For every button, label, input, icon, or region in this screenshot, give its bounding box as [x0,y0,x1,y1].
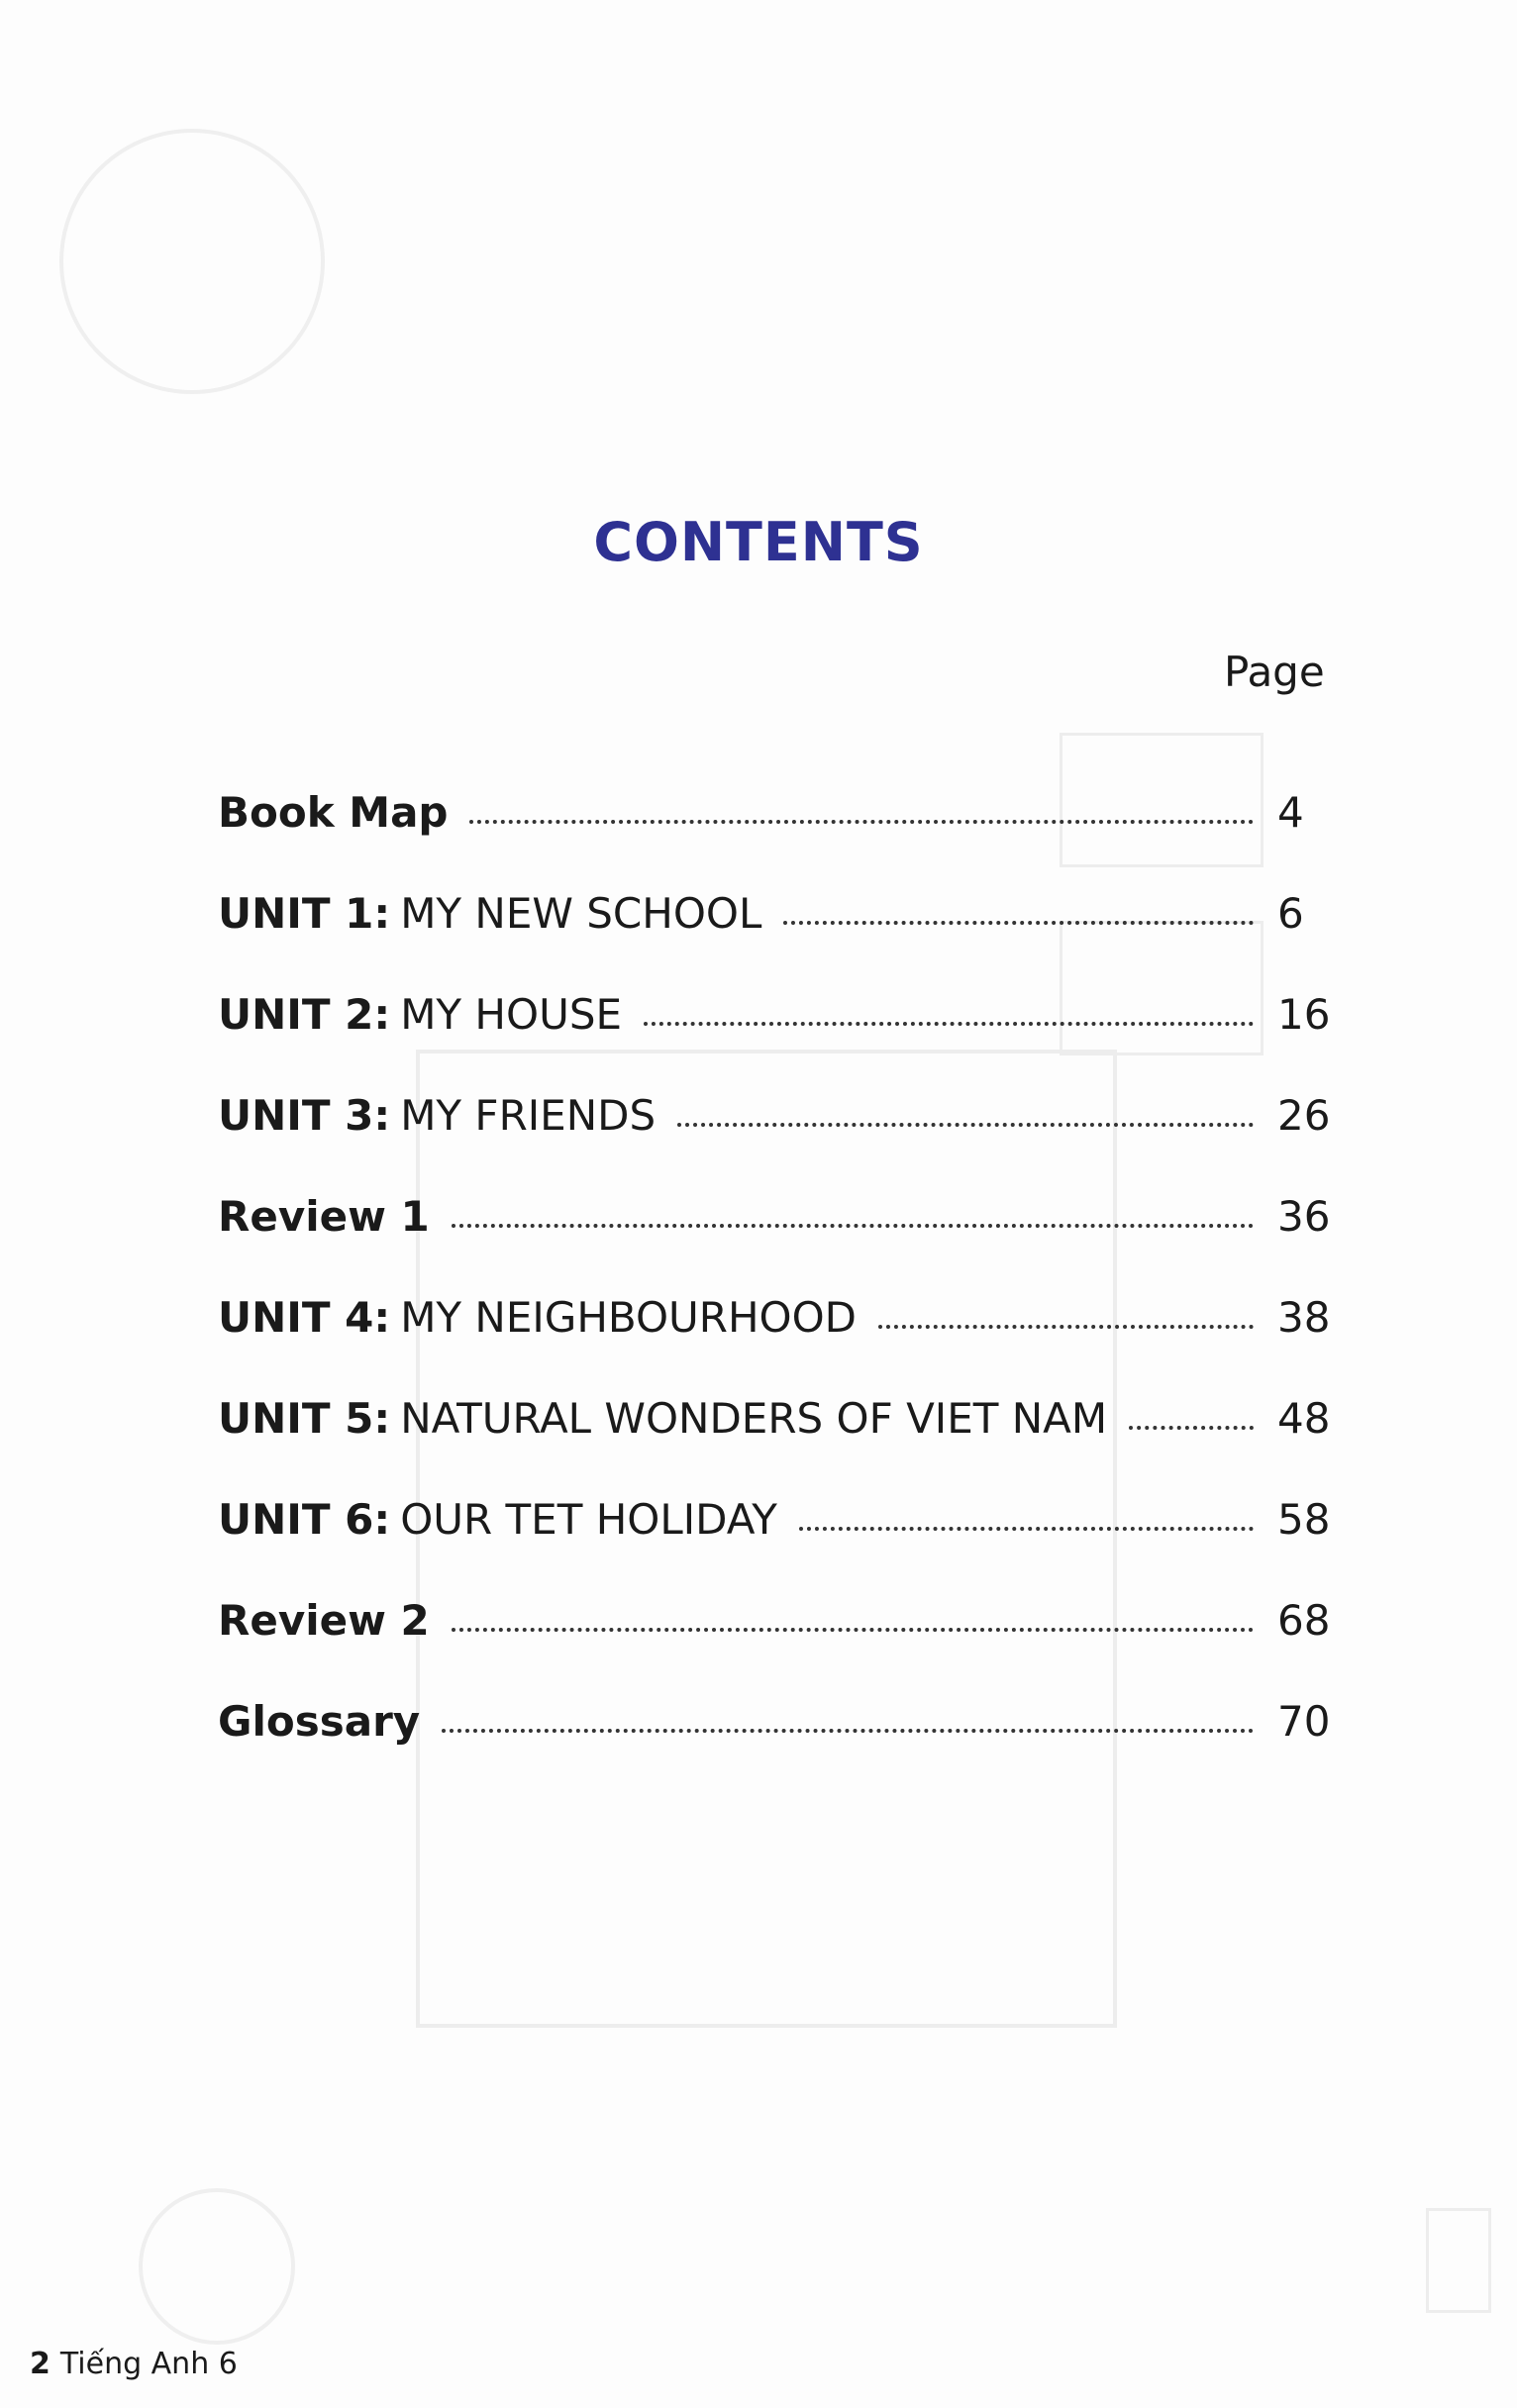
dot-leader [783,921,1254,925]
entry-page-number: 70 [1277,1697,1331,1746]
toc-entry-label [218,1091,657,1140]
entry-page-number: 58 [1277,1495,1331,1544]
entry-page-number: 36 [1277,1192,1331,1241]
contents-title: CONTENTS [593,511,924,574]
entry-unit-title: MY NEIGHBOURHOOD [400,1293,857,1342]
footer-page-number: 2 [30,2347,51,2381]
entry-heading: Review 1 [218,1192,430,1241]
page-footer [30,2347,238,2381]
dot-leader [469,820,1254,824]
toc-entry-label [218,1394,1108,1443]
entry-heading: Glossary [218,1697,421,1746]
toc-entry-book-map[interactable] [218,733,1337,837]
entry-page-number: 26 [1277,1091,1331,1140]
bleed-through-box [1426,2208,1491,2313]
dot-leader [442,1729,1254,1733]
toc-entry-label [218,788,449,837]
toc-entry-label [218,1293,857,1342]
toc-entry-unit-2[interactable] [218,935,1337,1039]
footer-book-title: Tiếng Anh 6 [59,2347,238,2381]
toc-entry-label [218,1596,430,1645]
entry-heading: UNIT 3: [218,1091,391,1140]
entry-heading: UNIT 1: [218,889,391,938]
toc-entry-review-2[interactable] [218,1541,1337,1645]
toc-entry-unit-3[interactable] [218,1036,1337,1140]
dot-leader [878,1325,1254,1329]
dot-leader [1129,1426,1254,1430]
dot-leader [644,1022,1254,1026]
toc-entry-label [218,1697,421,1746]
entry-heading: UNIT 6: [218,1495,391,1544]
entry-unit-title: OUR TET HOLIDAY [400,1495,777,1544]
table-of-contents [218,733,1337,1746]
entry-heading: Review 2 [218,1596,430,1645]
entry-heading: UNIT 4: [218,1293,391,1342]
entry-page-number: 4 [1277,788,1304,837]
entry-unit-title: MY FRIENDS [400,1091,657,1140]
toc-entry-label [218,1192,430,1241]
toc-entry-label [218,889,762,938]
entry-page-number: 68 [1277,1596,1331,1645]
entry-page-number: 48 [1277,1394,1331,1443]
dot-leader [677,1123,1254,1127]
toc-entry-unit-1[interactable] [218,834,1337,938]
toc-entry-review-1[interactable] [218,1137,1337,1241]
entry-unit-title: MY HOUSE [400,990,623,1039]
entry-heading: UNIT 2: [218,990,391,1039]
entry-page-number: 16 [1277,990,1331,1039]
toc-entry-glossary[interactable] [218,1642,1337,1746]
toc-entry-unit-4[interactable] [218,1238,1337,1342]
toc-entry-unit-6[interactable] [218,1440,1337,1544]
entry-heading: UNIT 5: [218,1394,391,1443]
bleed-through-logo [59,129,325,394]
dot-leader [452,1628,1254,1632]
page-column-label: Page [1224,648,1325,696]
entry-unit-title: NATURAL WONDERS OF VIET NAM [400,1394,1108,1443]
toc-entry-label [218,990,623,1039]
entry-page-number: 6 [1277,889,1304,938]
toc-entry-label [218,1495,777,1544]
entry-unit-title: MY NEW SCHOOL [400,889,762,938]
entry-heading: Book Map [218,788,449,837]
dot-leader [799,1527,1254,1531]
toc-entry-unit-5[interactable] [218,1339,1337,1443]
bleed-through-logo [139,2188,295,2345]
dot-leader [452,1224,1254,1228]
entry-page-number: 38 [1277,1293,1331,1342]
